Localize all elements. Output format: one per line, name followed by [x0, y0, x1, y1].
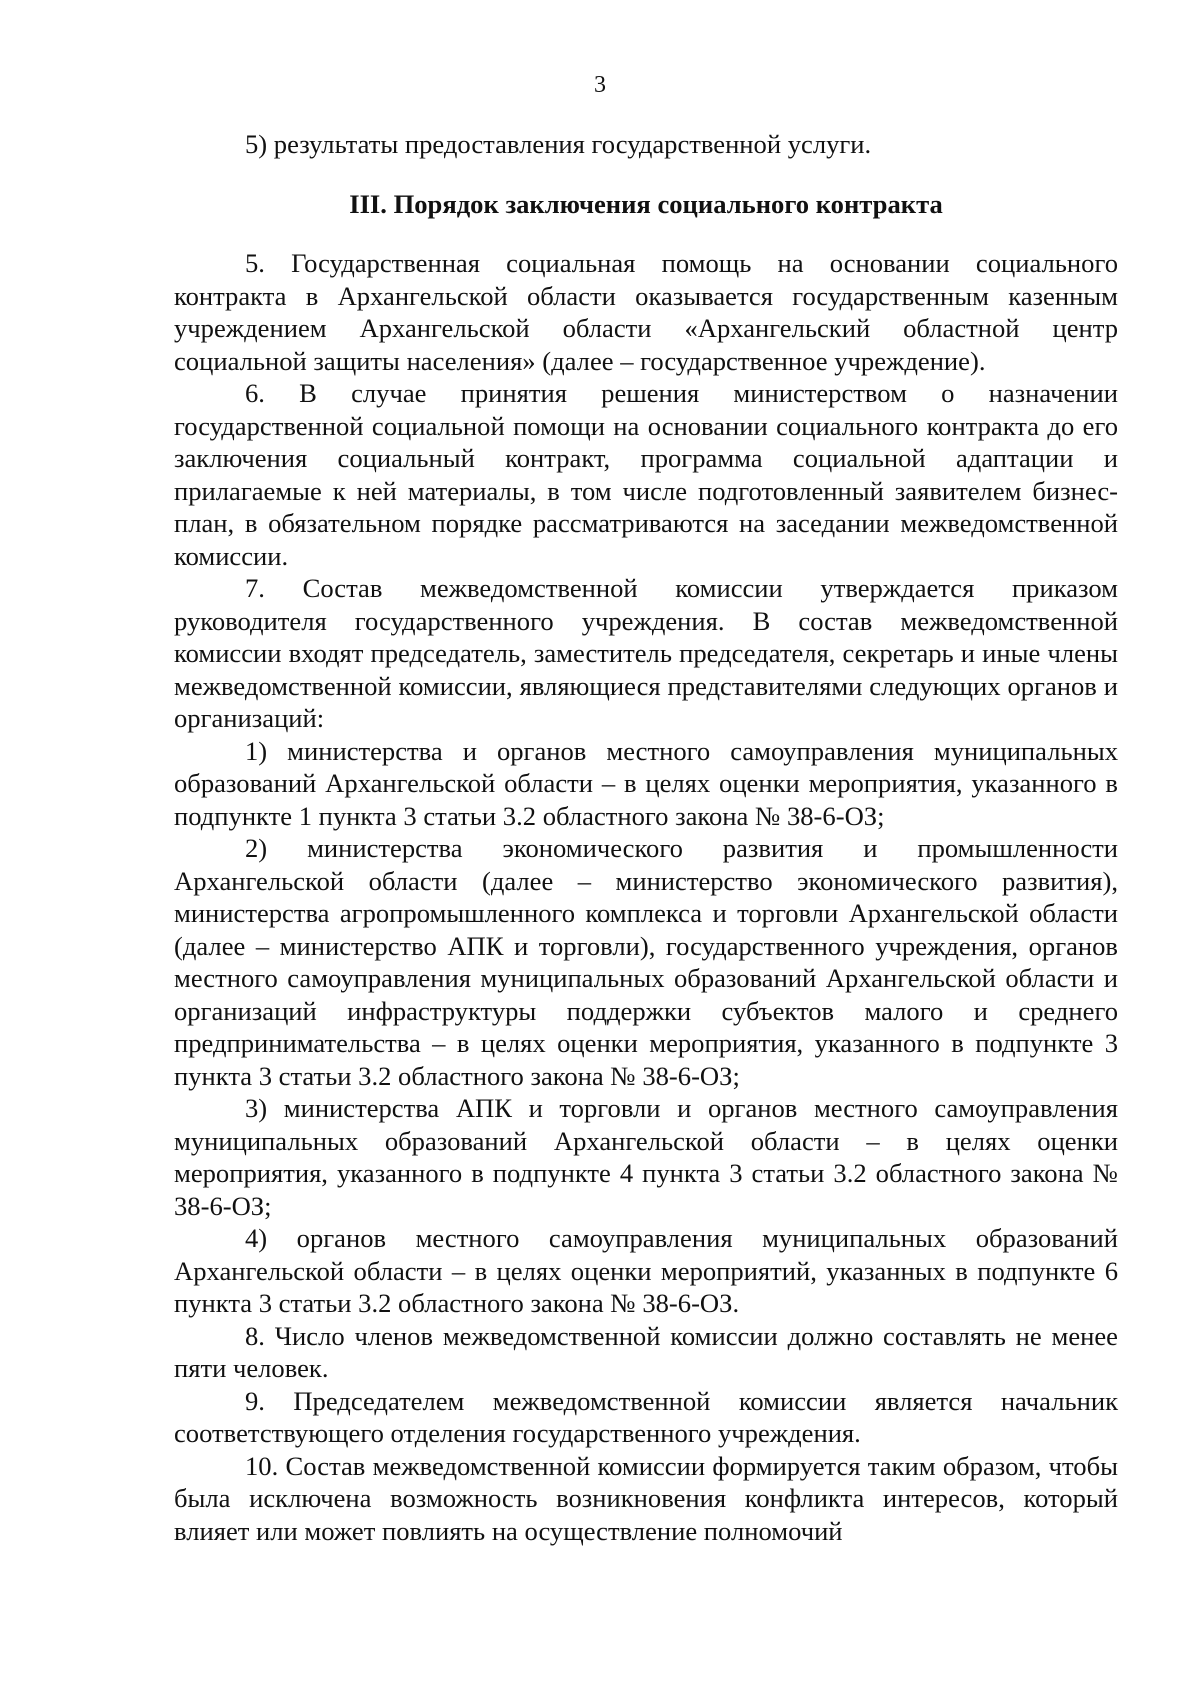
page-number: 3 [594, 72, 606, 98]
paragraph-8: 8. Число членов межведомственной комиссии должно составлять не менее пяти человек. [174, 1320, 1118, 1383]
section-heading: III. Порядок заключения социального контракта [349, 188, 943, 219]
paragraph-7-subitem-4: 4) органов местного самоуправления муниципальных образований Архангельской области – в целях оценки мероприятий, указанных в подпункте 6 пункта 3 статьи 3.2 областного закона № 38-6-ОЗ. [174, 1223, 1118, 1318]
paragraph-7-subitem-2: 2) министерства экономического развития и промышленности Архангельской области (далее – министерство экономического развития), министерства агропромышленного комплекса и торговли Архангельской области (далее – министерство АПК и торговли), государственного учреждения, органов местного самоуправления муниципальных образований Архангельской области и организаций инфраструктуры поддержки субъектов малого и среднего предпринимательства – в целях оценки мероприятия, указанного в подпункте 3 пункта 3 статьи 3.2 областного закона № 38-6-ОЗ; [174, 833, 1118, 1091]
paragraph-7-subitem-1: 1) министерства и органов местного самоуправления муниципальных образований Архангельской области – в целях оценки мероприятия, указанного в подпункте 1 пункта 3 статьи 3.2 областного закона № 38-6-ОЗ; [174, 735, 1118, 831]
paragraph-6: 6. В случае принятия решения министерством о назначении государственной социальной помощи на основании социального контракта до его заключения социальный контракт, программа социальной адаптации и прилагаемые к ней материалы, в том числе подготовленный заявителем бизнес-план, в обязательном порядке рассматриваются на заседании межведомственной комиссии. [174, 378, 1118, 571]
paragraph-7: 7. Состав межведомственной комиссии утверждается приказом руководителя государственного учреждения. В состав межведомственной комиссии входят председатель, заместитель председателя, секретарь и иные члены межведомственной комиссии, являющиеся представителями следующих органов и организаций: [174, 573, 1118, 733]
paragraph-7-subitem-3: 3) министерства АПК и торговли и органов местного самоуправления муниципальных образований Архангельской области – в целях оценки мероприятия, указанного в подпункте 4 пункта 3 статьи 3.2 областного закона № 38-6-ОЗ; [174, 1093, 1118, 1221]
paragraph-5: 5. Государственная социальная помощь на основании социального контракта в Архангельской области оказывается государственным казенным учреждением Архангельской области «Архангельский областной центр социальной защиты населения» (далее – государственное учреждение). [174, 248, 1118, 376]
paragraph-9: 9. Председателем межведомственной комиссии является начальник соответствующего отделения государственного учреждения. [174, 1385, 1118, 1448]
list-item-5-results: 5) результаты предоставления государственной услуги. [245, 129, 872, 159]
document-body [174, 128, 1118, 1547]
paragraph-10: 10. Состав межведомственной комиссии формируется таким образом, чтобы была исключена возможность возникновения конфликта интересов, который влияет или может повлиять на осуществление полномочий [174, 1450, 1118, 1546]
